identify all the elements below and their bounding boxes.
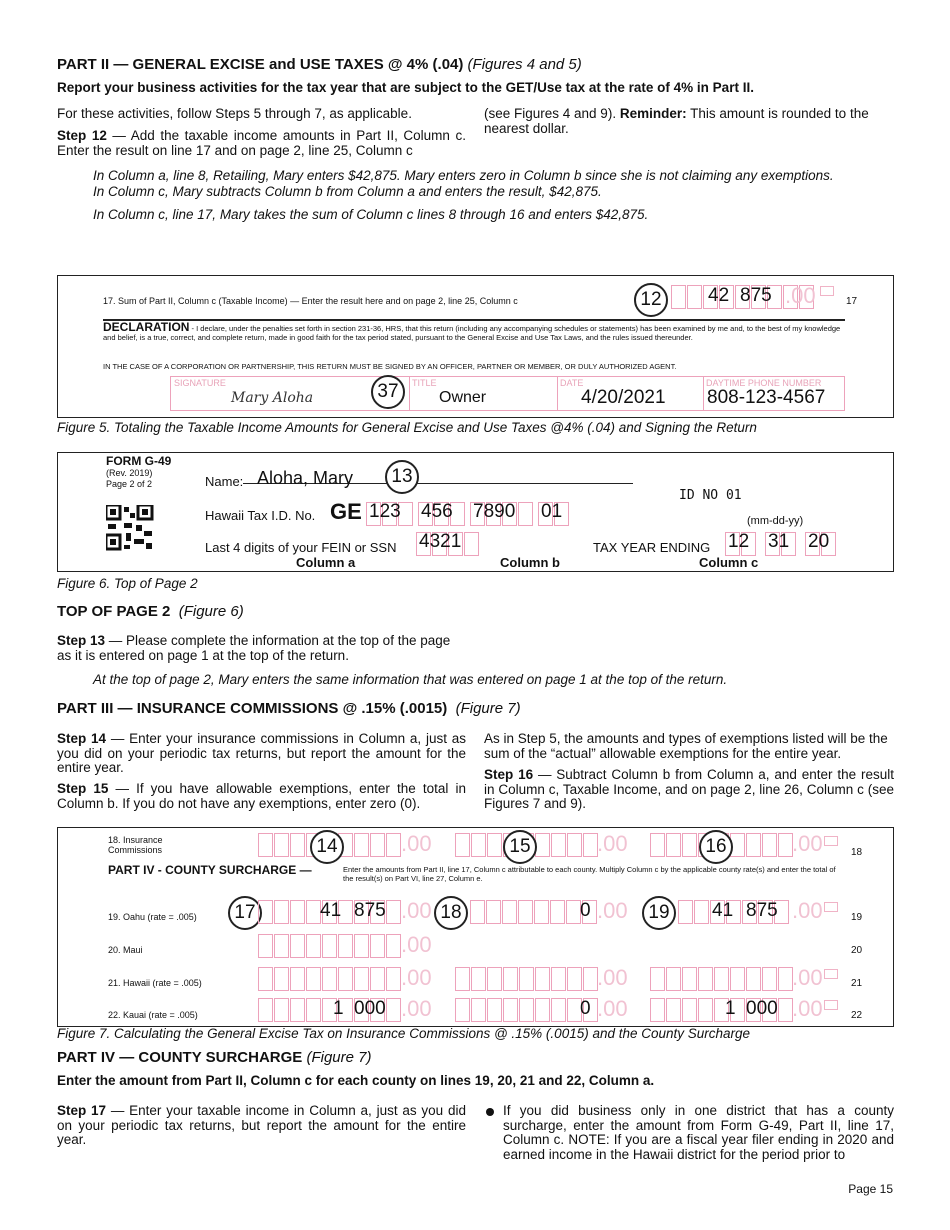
date-format: (mm-dd-yy)	[747, 515, 804, 527]
signature: Mary Aloha	[231, 390, 314, 406]
part4-intro: Enter the amount from Part II, Column c for each county on lines 19, 20, 21 and 22, Column a.	[57, 1073, 655, 1088]
pg-box	[824, 902, 838, 912]
fein-label: Last 4 digits of your FEIN or SSN	[205, 540, 397, 555]
tax-year-yy: 20	[808, 531, 830, 552]
line17-number: 17	[846, 296, 858, 307]
part2-follow: For these activities, follow Steps 5 through 7, as applicable.	[57, 106, 412, 121]
pg-box	[824, 969, 838, 979]
circle-37: 37	[371, 375, 405, 409]
declaration: DECLARATION - I declare, under the penalties set forth in section 231-36, HRS, that this return (including any accompanying schedules or statements) has been examined by me and, to the best of my knowledge and belief, is a true, correct, and complete return, made in good faith for the tax period stated, pursuant to the General Excise and Use Tax Laws, and the rules issued thereunder.	[103, 320, 841, 342]
part2-heading: PART II — GENERAL EXCISE and USE TAXES @ 4% (.04) (Figures 4 and 5)	[57, 56, 582, 73]
tax-year-dd: 31	[768, 531, 790, 552]
circle-16: 16	[699, 830, 733, 864]
line21-label: 21. Hawaii (rate = .005)	[108, 978, 202, 988]
page-number: Page 15	[848, 1182, 893, 1196]
signature-row	[170, 376, 845, 411]
taxid-label: Hawaii Tax I.D. No.	[205, 508, 316, 523]
date-label: DATE	[560, 378, 584, 388]
line19-col-b: 0	[580, 900, 591, 921]
example-13: At the top of page 2, Mary enters the same information that was entered on page 1 at the top of the return.	[93, 672, 728, 687]
figure-5	[57, 275, 894, 418]
fein-value: 4321	[419, 531, 462, 552]
line17-amount-thousands: 42	[708, 285, 730, 306]
form-page: Page 2 of 2	[106, 479, 153, 489]
example-12c: In Column c, line 17, Mary takes the sum of Column c lines 8 through 16 and enters $42,875.	[93, 207, 649, 222]
step15: Step 15 — If you have allowable exemptions, enter the total in Column b. If you do not have any exemptions, enter zero (0).	[57, 781, 466, 811]
line18-cents-c: .00	[792, 831, 823, 856]
line17-cents: .00	[785, 283, 816, 308]
line21-cents-c: .00	[792, 965, 823, 990]
line22-label: 22. Kauai (rate = .005)	[108, 1010, 198, 1020]
top-of-page-2-heading: TOP OF PAGE 2 (Figure 6)	[57, 603, 244, 620]
line19-number: 19	[851, 912, 863, 923]
bullet-icon	[486, 1108, 494, 1116]
line20-boxes-a	[258, 934, 402, 958]
line21-number: 21	[851, 978, 863, 989]
circle-17: 17	[228, 896, 262, 930]
phone-value: 808-123-4567	[707, 387, 826, 408]
pg-box	[820, 286, 834, 296]
name-label: Name:	[205, 474, 244, 489]
figure-7	[57, 827, 894, 1027]
figure-6-caption: Figure 6. Top of Page 2	[57, 576, 198, 591]
line21-boxes-c	[650, 967, 794, 991]
line22-number: 22	[851, 1010, 863, 1021]
line22-cents-a: .00	[401, 996, 432, 1021]
phone-label: DAYTIME PHONE NUMBER	[706, 378, 822, 388]
tax-year-mm: 12	[728, 531, 750, 552]
column-a-header: Column a	[296, 555, 356, 570]
part4-form-text: Enter the amounts from Part II, line 17, Column c attributable to each county. Multiply Column c by the applicable county rate(s) and enter the total of the result(s) on Part VI, line 27, Column e.	[343, 865, 836, 883]
line22-col-b: 0	[580, 998, 591, 1019]
line17-label: 17. Sum of Part II, Column c (Taxable Income) — Enter the result here and on page 2, line 25, Column c	[103, 296, 518, 306]
id-no: ID NO 01	[679, 488, 742, 503]
corporation-note: IN THE CASE OF A CORPORATION OR PARTNERSHIP, THIS RETURN MUST BE SIGNED BY AN OFFICER, PARTNER OR MEMBER, OR DULY AUTHORIZED AGENT.	[103, 362, 677, 371]
line22-col-a-thousands: 1	[333, 998, 344, 1019]
circle-18: 18	[434, 896, 468, 930]
example-12b: In Column c, Mary subtracts Column b from Column a and enters the result, $42,875.	[93, 184, 602, 199]
line18-number: 18	[851, 847, 863, 858]
step15-continued: As in Step 5, the amounts and types of exemptions listed will be the sum of the “actual” allowable exemptions for the entire year.	[484, 731, 888, 761]
line19-cents-a: .00	[401, 898, 432, 923]
line19-col-c-units: 875	[746, 900, 778, 921]
line22-col-a-units: 000	[354, 998, 386, 1019]
line20-cents-a: .00	[401, 932, 432, 957]
step13: Step 13 — Please complete the information at the top of the page as it is entered on page 1 at the top of the return.	[57, 633, 451, 663]
line17-amount-units: 875	[740, 285, 772, 306]
ge-prefix: GE	[330, 499, 362, 524]
line18-cents-a: .00	[401, 831, 432, 856]
step12-continued: (see Figures 4 and 9). Reminder: This amount is rounded to the nearest dollar.	[484, 106, 869, 136]
part4-form-title: PART IV - COUNTY SURCHARGE —	[108, 863, 312, 877]
part2-intro: Report your business activities for the tax year that are subject to the GET/Use tax at the rate of 4% in Part II.	[57, 80, 754, 95]
line19-boxes-b	[470, 900, 598, 924]
line22-boxes-b	[455, 998, 599, 1022]
form-rev: (Rev. 2019)	[106, 468, 153, 478]
line19-col-a-units: 875	[354, 900, 386, 921]
taxid-part-2: 456	[421, 501, 453, 522]
line19-cents-c: .00	[792, 898, 823, 923]
circle-12: 12	[634, 283, 668, 317]
name-value: Aloha, Mary	[257, 468, 354, 488]
line22-col-c-units: 000	[746, 998, 778, 1019]
step16: Step 16 — Subtract Column b from Column a, and enter the result in Column c, Taxable Income, and on page 2, line 26, Column c (see Figures 7 and 9).	[484, 767, 894, 811]
line20-number: 20	[851, 945, 863, 956]
line22-col-c-thousands: 1	[725, 998, 736, 1019]
line21-cents-a: .00	[401, 965, 432, 990]
line21-cents-b: .00	[597, 965, 628, 990]
taxid-part-3: 7890	[473, 501, 516, 522]
line19-label: 19. Oahu (rate = .005)	[108, 912, 197, 922]
line22-cents-c: .00	[792, 996, 823, 1021]
column-c-header: Column c	[699, 555, 759, 570]
form-id: FORM G-49	[106, 454, 172, 468]
line20-label: 20. Maui	[108, 945, 143, 955]
title-label: TITLE	[412, 378, 437, 388]
example-12a: In Column a, line 8, Retailing, Mary enters $42,875. Mary enters zero in Column b since she is not claiming any exemptions.	[93, 168, 834, 183]
qr-code-icon	[106, 505, 154, 551]
line21-boxes-b	[455, 967, 599, 991]
figure-5-caption: Figure 5. Totaling the Taxable Income Amounts for General Excise and Use Taxes @4% (.04) and Signing the Return	[57, 420, 757, 435]
step17: Step 17 — Enter your taxable income in Column a, just as you did on your periodic tax returns, but report the amount for the entire year.	[57, 1103, 467, 1147]
step12: Step 12 — Add the taxable income amounts in Part II, Column c. Enter the result on line 17 and on page 2, line 25, Column c	[57, 128, 466, 158]
line21-boxes-a	[258, 967, 402, 991]
signature-label: SIGNATURE	[174, 378, 226, 388]
circle-13: 13	[385, 460, 419, 494]
taxid-part-4: 01	[541, 501, 563, 522]
circle-19: 19	[642, 896, 676, 930]
taxid-part-1: 123	[369, 501, 401, 522]
step14: Step 14 — Enter your insurance commissions in Column a, just as you did on your periodic tax returns, but report the amount for the entire year.	[57, 731, 466, 775]
circle-14: 14	[310, 830, 344, 864]
line18-cents-b: .00	[597, 831, 628, 856]
pg-box	[824, 1000, 838, 1010]
pg-box	[824, 836, 838, 846]
date-value: 4/20/2021	[581, 387, 666, 408]
figure-6	[57, 452, 894, 572]
column-b-header: Column b	[500, 555, 560, 570]
part4-bullet: If you did business only in one district that has a county surcharge, enter the amount from Form G-49, Part II, line 17, Column c. NOTE: If you are a fiscal year filer ending in 2020 and earned income in the Hawaii district for the period prior to	[503, 1103, 894, 1162]
line22-cents-b: .00	[597, 996, 628, 1021]
title-value: Owner	[439, 389, 487, 406]
line19-cents-b: .00	[597, 898, 628, 923]
figure-7-caption: Figure 7. Calculating the General Excise Tax on Insurance Commissions @ .15% (.0015) and the County Surcharge	[57, 1026, 751, 1041]
part3-heading: PART III — INSURANCE COMMISSIONS @ .15% (.0015) (Figure 7)	[57, 700, 521, 717]
line19-col-c-thousands: 41	[712, 900, 734, 921]
line18-label: 18. Insurance Commissions	[108, 835, 163, 855]
part4-heading: PART IV — COUNTY SURCHARGE (Figure 7)	[57, 1049, 372, 1066]
tax-year-ending-label: TAX YEAR ENDING	[593, 540, 711, 555]
circle-15: 15	[503, 830, 537, 864]
line19-col-a-thousands: 41	[320, 900, 342, 921]
